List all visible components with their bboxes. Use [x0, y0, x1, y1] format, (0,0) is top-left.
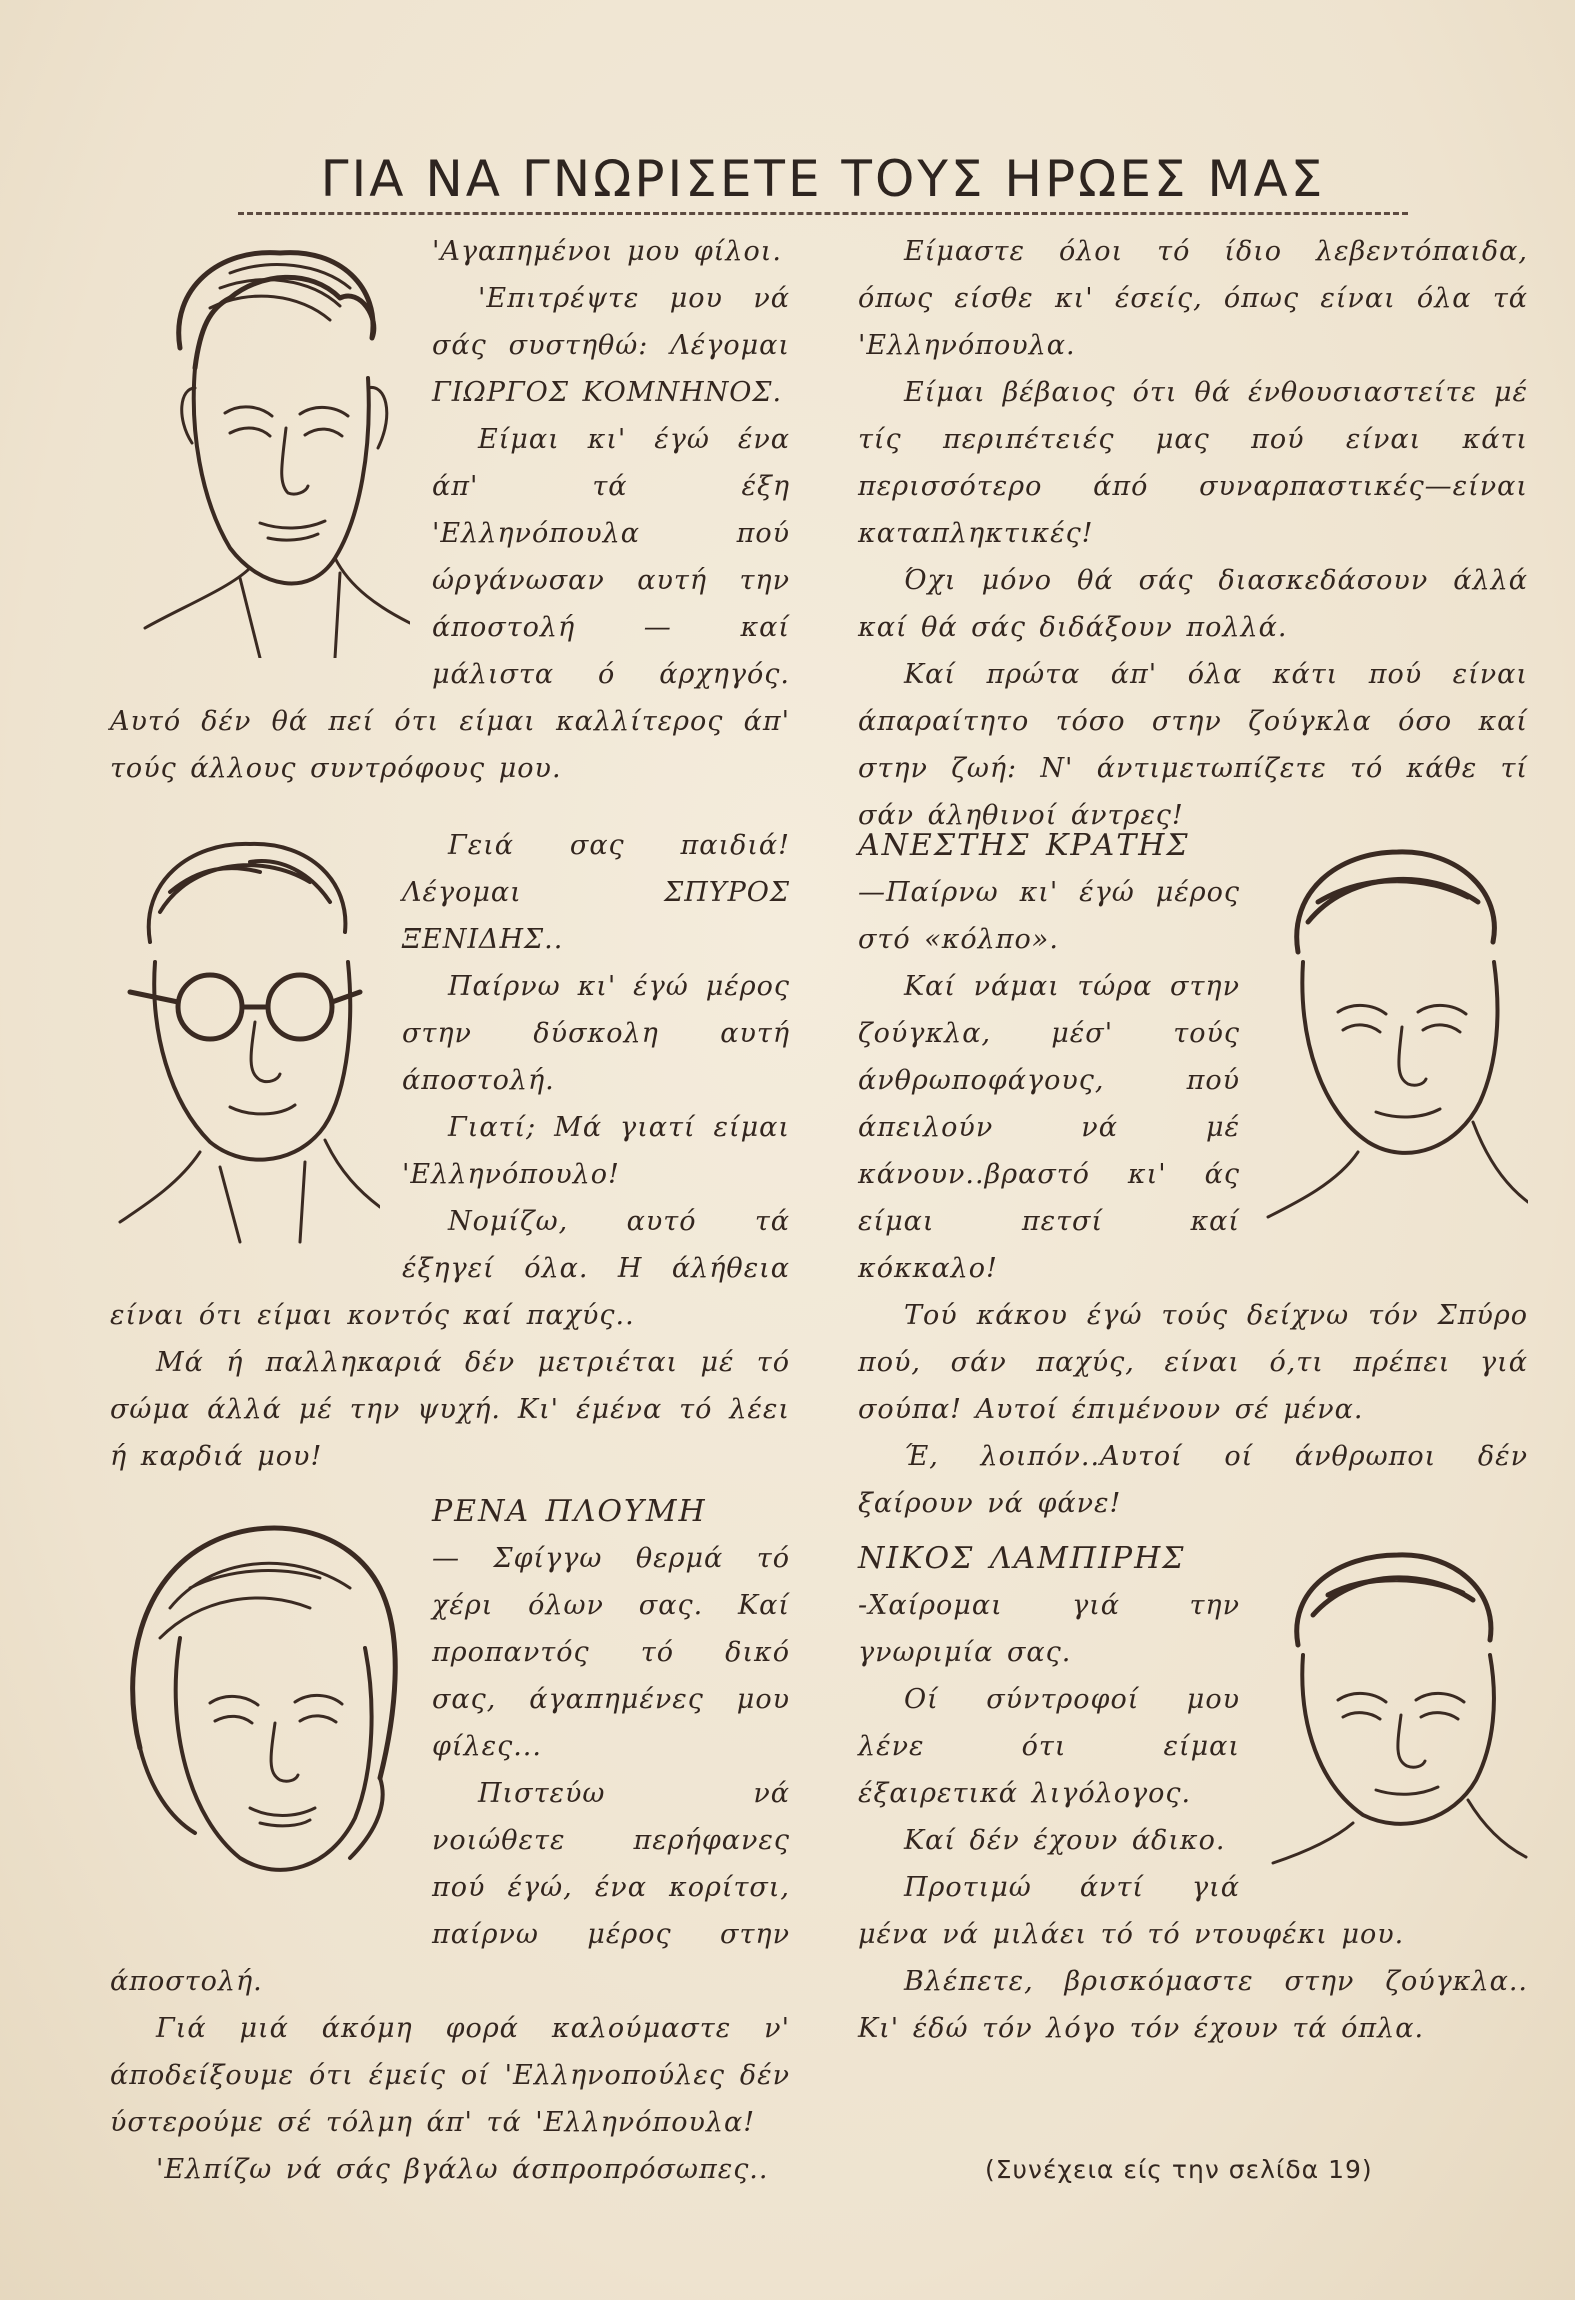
- rena-believe: Πιστεύω νά νοιώθετε περήφανες πού έγώ, ένα κορίτσι, παίρνω μέρος στην άποστολή.: [110, 1778, 790, 1997]
- anestis-cannibals: Καί νάμαι τώρα στην ζούγκλα, μέσ' τούς άνθρωποφάγους, πού άπειλούν νά μέ κάνουν..βραστό κι' άς είμαι πετσί καί κόκκαλο!: [858, 971, 1240, 1284]
- nikos-rifle: Προτιμώ άντί γιά μένα νά μιλάει τό τό ντουφέκι μου.: [858, 1872, 1405, 1950]
- intro-all-same: Είμαστε όλοι τό ίδιο λεβεντόπαιδα, όπως είσθε κι' έσείς, όπως είναι όλα τά 'Ελληνόπουλα.: [858, 236, 1528, 361]
- anestis-soup: Τού κάκου έγώ τούς δείχνω τόν Σπύρο πού, σάν παχύς, είναι ό,τι πρέπει γιά σούπα! Αυτοί έπιμένουν σέ μένα.: [858, 1300, 1528, 1425]
- nikos-jungle: Βλέπετε, βρισκόμαστε στην ζούγκλα.. Κι' έδώ τόν λόγο τόν έχουν τά όπλα.: [858, 1966, 1528, 2044]
- nikos-quiet: Οί σύντροφοί μου λένε ότι είμαι έξαιρετικά λιγόλογος.: [858, 1684, 1240, 1809]
- right-intro-section: [858, 228, 1528, 839]
- rena-prove: Γιά μιά άκόμη φορά καλούμαστε ν' άποδείξουμε ότι έμείς οί 'Ελληνοπούλες δέν ύστερούμε σέ τόλμη άπ' τά 'Ελληνόπουλα!: [110, 2013, 790, 2138]
- rena-section: [110, 1488, 790, 2193]
- spyros-section: [110, 822, 790, 1480]
- nikos-name: ΝΙΚΟΣ ΛΑΜΠΙΡΗΣ: [858, 1541, 1186, 1576]
- spyros-courage: Μά ή παλληκαριά δέν μετριέται μέ τό σώμα άλλά μέ την ψυχή. Κι' έμένα τό λέει ή καρδιά μου!: [110, 1347, 790, 1472]
- rena-hope: 'Ελπίζω νά σάς βγάλω άσπροπρόσωπες..: [156, 2154, 769, 2185]
- spyros-role: Παίρνω κι' έγώ μέρος στην δύσκολη αυτή άποστολή.: [402, 971, 790, 1096]
- giorgos-role: Είμαι κι' έγώ ένα άπ' τά έξη 'Ελληνόπουλα πού ώργάνωσαν αυτή την άποστολή — καί μάλιστα ό άρχηγός. Αυτό δέν θά πεί ότι είμαι καλλίτερος άπ' τούς άλλους συντρόφους μου.: [110, 424, 790, 784]
- intro-face: Καί πρώτα άπ' όλα κάτι πού είναι άπαραίτητο τόσο στην ζούγκλα όσο καί στην ζωή: Ν' άντιμετωπίζετε τό κάθε τί σάν άληθινοί άντρες!: [858, 659, 1528, 831]
- spyros-greeting: Γειά σας παιδιά! Λέγομαι ΣΠΥΡΟΣ ΞΕΝΙΔΗΣ..: [402, 830, 790, 955]
- giorgos-intro: 'Επιτρέψτε μου νά σάς συστηθώ: Λέγομαι ΓΙΩΡΓΟΣ ΚΟΜΝΗΝΟΣ.: [432, 283, 790, 408]
- continuation-note: (Συνέχεια είς την σελίδα 19): [985, 2155, 1373, 2184]
- title-underline: [238, 212, 1408, 215]
- rena-portrait: [110, 1488, 410, 1928]
- anestis-name: ΑΝΕΣΤΗΣ ΚΡΑΤΗΣ: [858, 828, 1190, 863]
- spyros-why: Γιατί; Μά γιατί είμαι 'Ελληνόπουλο!: [402, 1112, 790, 1190]
- rena-name: ΡΕΝΑ ΠΛΟΥΜΗ: [432, 1494, 707, 1529]
- spyros-portrait: [110, 822, 380, 1252]
- anestis-section: [858, 822, 1528, 1527]
- nikos-right: Καί δέν έχουν άδικο.: [904, 1825, 1226, 1856]
- nikos-section: [858, 1535, 1528, 2052]
- spyros-explains: Νομίζω, αυτό τά έξηγεί όλα. Η άλήθεια είναι ότι είμαι κοντός καί παχύς..: [110, 1206, 790, 1331]
- giorgos-section: [110, 228, 790, 792]
- rena-greeting: — Σφίγγω θερμά τό χέρι όλων σας. Καί προπαντός τό δικό σας, άγαπημένες μου φίλες...: [432, 1543, 790, 1762]
- page-title: ΓΙΑ ΝΑ ΓΝΩΡΙΣΕΤΕ ΤΟΥΣ ΗΡΩΕΣ ΜΑΣ: [320, 150, 1326, 208]
- anestis-role: —Παίρνω κι' έγώ μέρος στό «κόλπο».: [858, 877, 1240, 955]
- intro-adventures: Είμαι βέβαιος ότι θά ένθουσιαστείτε μέ τίς περιπέτειές μας πού είναι κάτι περισσότερο άπό συναρπαστικές—είναι καταπληκτικές!: [858, 377, 1528, 549]
- giorgos-greeting: 'Αγαπημένοι μου φίλοι.: [432, 236, 782, 267]
- giorgos-portrait: [110, 228, 410, 658]
- anestis-eat: Έ, λοιπόν..Αυτοί οί άνθρωποι δέν ξαίρουν νά φάνε!: [858, 1441, 1528, 1519]
- anestis-portrait: [1258, 822, 1528, 1222]
- intro-teach: Όχι μόνο θά σάς διασκεδάσουν άλλά καί θά σάς διδάξουν πολλά.: [858, 565, 1528, 643]
- nikos-portrait: [1258, 1535, 1528, 1865]
- nikos-greeting: -Χαίρομαι γιά την γνωριμία σας.: [858, 1590, 1240, 1668]
